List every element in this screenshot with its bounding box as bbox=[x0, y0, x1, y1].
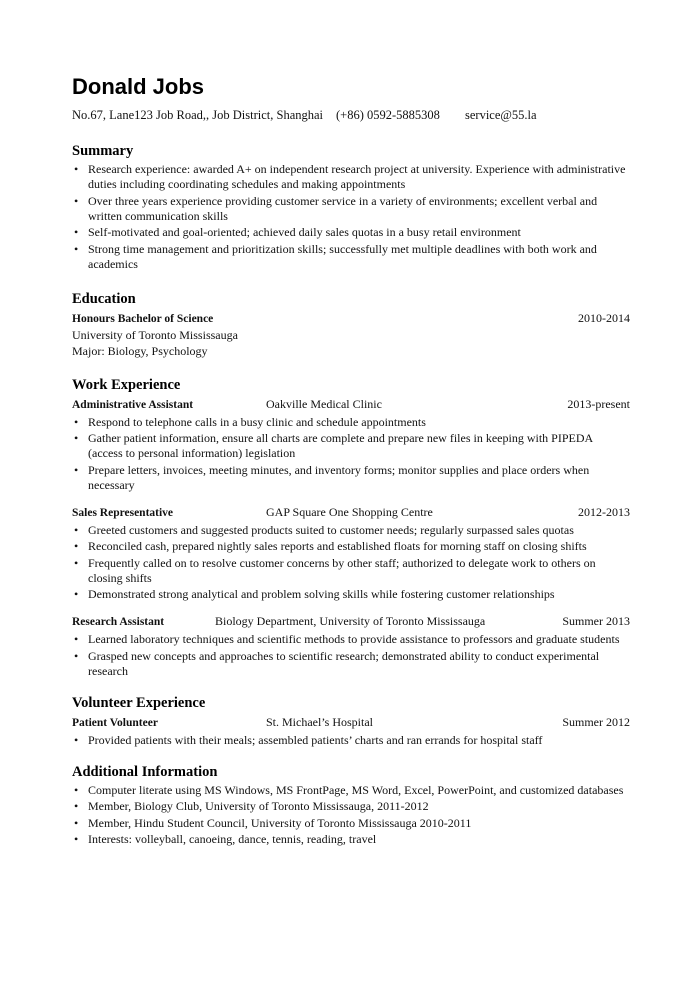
volunteer-duties bbox=[72, 733, 630, 748]
job-dates: 2012-2013 bbox=[578, 504, 630, 519]
bullet-icon: • bbox=[74, 732, 79, 747]
volunteer-organization: St. Michael’s Hospital bbox=[266, 714, 373, 729]
job-header bbox=[72, 613, 630, 630]
list-item-text: Strong time management and prioritization skills; successfully met multiple deadlines with both work and academics bbox=[88, 241, 597, 271]
bullet-icon: • bbox=[74, 539, 79, 553]
list-item-text: Gather patient information, ensure all charts are complete and prepare new files in keeping with PIPEDA (access to personal information) legislation bbox=[88, 431, 593, 460]
volunteer-entry bbox=[72, 714, 630, 748]
contact-line bbox=[72, 107, 630, 123]
list-item bbox=[72, 799, 630, 814]
volunteer-header bbox=[72, 714, 630, 731]
list-item bbox=[72, 539, 630, 554]
address: No.67, Lane123 Job Road,, Job District, Shanghai bbox=[72, 108, 324, 122]
job-entry bbox=[72, 396, 630, 493]
list-item bbox=[72, 733, 630, 748]
list-item bbox=[72, 194, 630, 224]
list-item-text: Interests: volleyball, canoeing, dance, tennis, reading, travel bbox=[88, 832, 377, 846]
job-role: Research Assistant bbox=[72, 616, 165, 628]
list-item-text: Grasped new concepts and approaches to scientific research; demonstrated ability to conduct experimental research bbox=[88, 648, 600, 678]
job-organization: GAP Square One Shopping Centre bbox=[266, 504, 433, 519]
bullet-icon: • bbox=[74, 632, 79, 646]
list-item-text: Member, Biology Club, University of Toronto Mississauga, 2011-2012 bbox=[88, 799, 429, 813]
list-item bbox=[72, 415, 630, 430]
bullet-icon: • bbox=[74, 587, 79, 601]
bullet-icon: • bbox=[74, 193, 79, 208]
candidate-name: Donald Jobs bbox=[72, 74, 205, 99]
bullet-icon: • bbox=[74, 431, 79, 445]
job-duties bbox=[72, 523, 630, 603]
job-header bbox=[72, 504, 630, 521]
additional-heading: Additional Information bbox=[72, 763, 218, 780]
list-item-text: Provided patients with their meals; assembled patients’ charts and ran errands for hospital staff bbox=[88, 732, 543, 747]
bullet-icon: • bbox=[74, 162, 79, 176]
list-item bbox=[72, 832, 630, 847]
list-item-text: Greeted customers and suggested products suited to customer needs; regularly surpassed sales quotas bbox=[88, 522, 574, 537]
degree-title: Honours Bachelor of Science bbox=[72, 312, 214, 325]
job-dates: 2013-present bbox=[567, 396, 630, 411]
bullet-icon: • bbox=[74, 241, 79, 256]
education-heading: Education bbox=[72, 290, 136, 307]
list-item-text: Computer literate using MS Windows, MS FrontPage, MS Word, Excel, PowerPoint, and customized databases bbox=[88, 782, 624, 797]
list-item bbox=[72, 816, 630, 831]
volunteer-dates: Summer 2012 bbox=[562, 714, 630, 729]
job-duties bbox=[72, 632, 630, 679]
bullet-icon: • bbox=[74, 225, 79, 239]
list-item bbox=[72, 431, 630, 461]
resume-page bbox=[72, 74, 630, 849]
bullet-icon: • bbox=[74, 414, 79, 429]
list-item-text: Prepare letters, invoices, meeting minutes, and inventory forms; monitor supplies and place orders when necessary bbox=[88, 462, 590, 492]
volunteer-role: Patient Volunteer bbox=[72, 716, 158, 729]
list-item-text: Over three years experience providing customer service in a variety of environments; excellent verbal and written communication skills bbox=[88, 193, 598, 223]
list-item-text: Learned laboratory techniques and scientific methods to provide assistance to professors and graduate students bbox=[88, 632, 620, 646]
list-item-text: Research experience: awarded A+ on independent research project at university. Experience with administrative duties including coordinating schedules and making appointments bbox=[88, 162, 626, 191]
education-entry bbox=[72, 310, 630, 327]
list-item bbox=[72, 162, 630, 192]
bullet-icon: • bbox=[74, 555, 79, 570]
list-item bbox=[72, 556, 630, 586]
volunteer-heading: Volunteer Experience bbox=[72, 694, 206, 711]
list-item bbox=[72, 649, 630, 679]
list-item-text: Respond to telephone calls in a busy clinic and schedule appointments bbox=[88, 414, 426, 429]
job-organization: Biology Department, University of Toronto Mississauga bbox=[215, 614, 486, 628]
email-address: service@55.la bbox=[465, 108, 537, 122]
bullet-icon: • bbox=[74, 799, 79, 813]
list-item-text: Demonstrated strong analytical and problem solving skills while fostering customer relationships bbox=[88, 587, 555, 601]
list-item-text: Frequently called on to resolve customer concerns by other staff; authorized to delegate work to others on closing shifts bbox=[88, 555, 596, 585]
job-dates: Summer 2013 bbox=[562, 614, 630, 628]
list-item bbox=[72, 783, 630, 798]
job-role: Sales Representative bbox=[72, 506, 174, 519]
school-name: University of Toronto Mississauga bbox=[72, 327, 238, 342]
bullet-icon: • bbox=[74, 648, 79, 663]
major-line: Major: Biology, Psychology bbox=[72, 343, 208, 358]
education-years: 2010-2014 bbox=[578, 310, 630, 325]
job-role: Administrative Assistant bbox=[72, 398, 194, 411]
list-item bbox=[72, 225, 630, 240]
job-duties bbox=[72, 415, 630, 493]
job-organization: Oakville Medical Clinic bbox=[266, 396, 382, 411]
list-item bbox=[72, 523, 630, 538]
list-item-text: Reconciled cash, prepared nightly sales reports and established floats for morning staff on closing shifts bbox=[88, 539, 587, 553]
list-item bbox=[72, 463, 630, 493]
bullet-icon: • bbox=[74, 815, 79, 830]
phone-number: (+86) 0592-5885308 bbox=[336, 108, 440, 122]
job-entry bbox=[72, 504, 630, 603]
list-item-text: Member, Hindu Student Council, University of Toronto Mississauga 2010-2011 bbox=[88, 815, 472, 830]
bullet-icon: • bbox=[74, 522, 79, 537]
summary-heading: Summary bbox=[72, 143, 134, 159]
list-item bbox=[72, 242, 630, 272]
bullet-icon: • bbox=[74, 462, 79, 477]
summary-list bbox=[72, 162, 630, 272]
bullet-icon: • bbox=[74, 832, 79, 846]
additional-list bbox=[72, 783, 630, 848]
list-item-text: Self-motivated and goal-oriented; achieved daily sales quotas in a busy retail environment bbox=[88, 225, 521, 239]
list-item bbox=[72, 632, 630, 647]
work-heading: Work Experience bbox=[72, 376, 181, 393]
bullet-icon: • bbox=[74, 782, 79, 797]
list-item bbox=[72, 587, 630, 602]
job-header bbox=[72, 396, 630, 413]
job-entry bbox=[72, 613, 630, 679]
